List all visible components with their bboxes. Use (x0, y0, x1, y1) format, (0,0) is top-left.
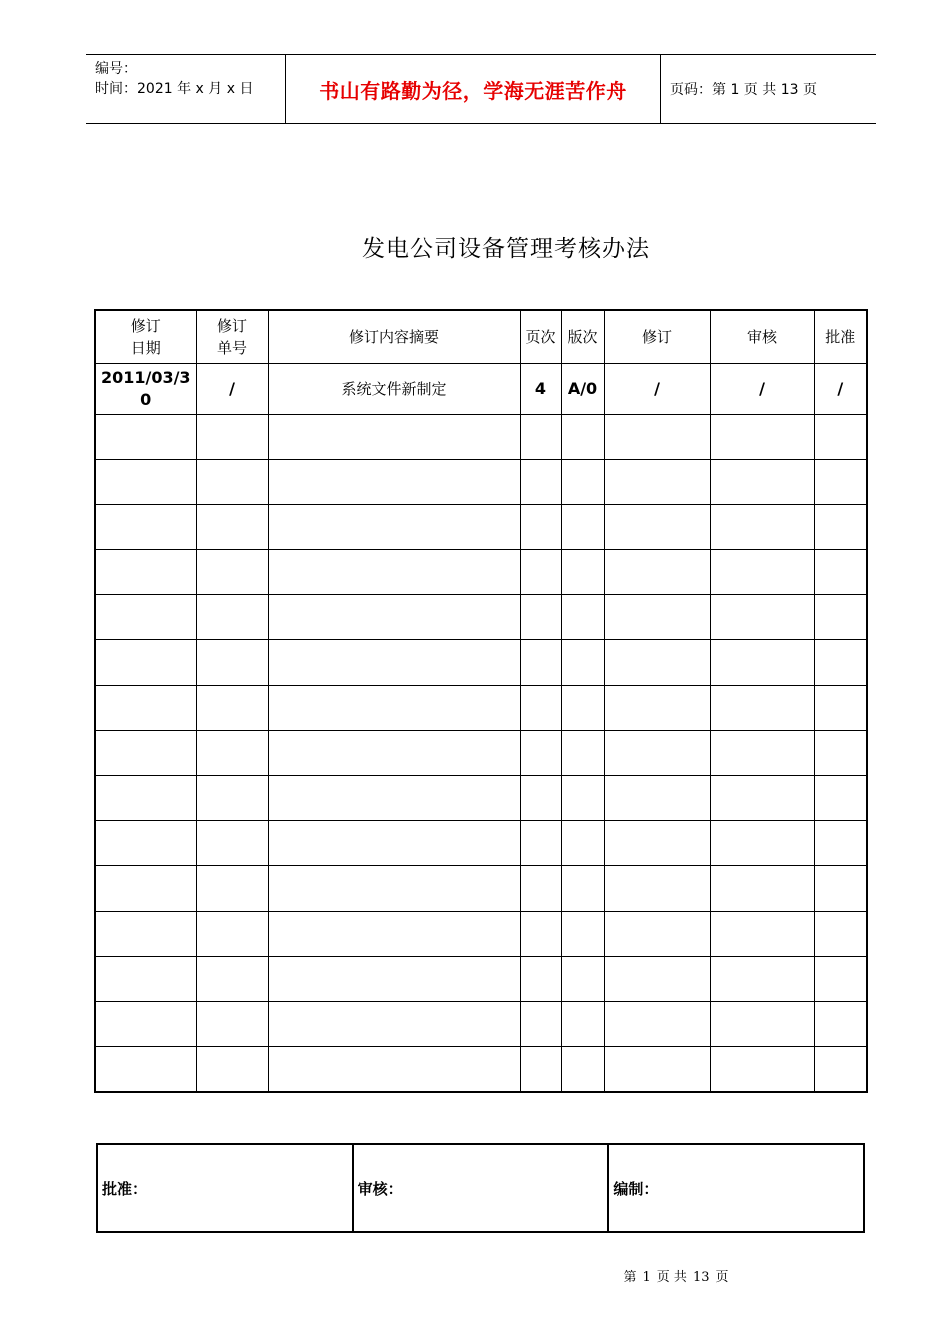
table-cell (710, 1001, 814, 1046)
table-row (95, 685, 867, 730)
page-footer: 第 1 页 共 13 页 (623, 1270, 729, 1285)
table-cell (196, 550, 268, 595)
table-cell (95, 1001, 196, 1046)
table-cell (814, 550, 867, 595)
table-cell (710, 730, 814, 775)
table-cell (268, 776, 520, 821)
table-cell (95, 685, 196, 730)
document-number-label: 编号： (95, 61, 137, 77)
table-cell (710, 866, 814, 911)
table-cell (268, 1047, 520, 1092)
table-cell (814, 1047, 867, 1092)
table-cell (710, 550, 814, 595)
table-cell (196, 821, 268, 866)
footer-page-number: 1 (642, 1270, 651, 1285)
table-cell (814, 459, 867, 504)
table-cell (814, 821, 867, 866)
table-cell (520, 459, 561, 504)
table-cell (814, 866, 867, 911)
table-cell (604, 911, 710, 956)
table-cell (710, 1047, 814, 1092)
table-cell (95, 414, 196, 459)
table-cell (814, 730, 867, 775)
table-cell (710, 685, 814, 730)
blank-rows (95, 414, 867, 1092)
table-cell (520, 414, 561, 459)
header-approved: 批准 (814, 310, 867, 363)
cell-reviewed: / (710, 363, 814, 414)
table-cell (814, 504, 867, 549)
table-cell (561, 595, 604, 640)
table-row (95, 821, 867, 866)
cell-order: / (196, 363, 268, 414)
table-cell (710, 776, 814, 821)
table-cell (520, 595, 561, 640)
table-cell (710, 595, 814, 640)
table-cell (196, 730, 268, 775)
table-cell (561, 685, 604, 730)
table-cell (95, 640, 196, 685)
table-cell (520, 730, 561, 775)
table-cell (710, 956, 814, 1001)
table-cell (95, 1047, 196, 1092)
table-cell (268, 685, 520, 730)
table-cell (196, 685, 268, 730)
header-edition: 版次 (561, 310, 604, 363)
header-page-info: 页码：第 1 页 共 13 页 (670, 82, 817, 98)
table-cell (561, 776, 604, 821)
table-cell (268, 459, 520, 504)
table-cell (561, 504, 604, 549)
revision-table-header (95, 310, 867, 363)
table-row (95, 1047, 867, 1092)
table-cell (814, 685, 867, 730)
table-cell (520, 911, 561, 956)
table-cell (604, 1047, 710, 1092)
table-cell (710, 414, 814, 459)
table-cell (268, 595, 520, 640)
table-row (95, 911, 867, 956)
table-cell (95, 776, 196, 821)
table-cell (196, 459, 268, 504)
table-cell (268, 504, 520, 549)
table-cell (196, 414, 268, 459)
table-cell (604, 866, 710, 911)
table-cell (814, 776, 867, 821)
table-cell (95, 504, 196, 549)
table-cell (710, 459, 814, 504)
table-cell (196, 504, 268, 549)
approval-table (96, 1143, 865, 1233)
table-cell (520, 866, 561, 911)
table-row (95, 414, 867, 459)
table-cell (95, 459, 196, 504)
table-cell (520, 504, 561, 549)
header-revision-order: 修订 单号 (196, 310, 268, 363)
table-row (95, 550, 867, 595)
table-cell (196, 776, 268, 821)
table-cell (520, 956, 561, 1001)
table-cell (196, 640, 268, 685)
table-cell (604, 640, 710, 685)
table-cell (710, 911, 814, 956)
table-row (95, 504, 867, 549)
table-cell (268, 550, 520, 595)
table-cell (95, 956, 196, 1001)
table-cell (196, 1001, 268, 1046)
table-row (95, 595, 867, 640)
compile-field: 编制： (608, 1144, 864, 1232)
table-row (95, 730, 867, 775)
table-cell (520, 776, 561, 821)
cell-revised: / (604, 363, 710, 414)
cell-date: 2011/03/3 0 (95, 363, 196, 414)
table-cell (520, 1001, 561, 1046)
table-cell (561, 911, 604, 956)
table-cell (604, 956, 710, 1001)
table-cell (561, 1047, 604, 1092)
table-cell (561, 1001, 604, 1046)
table-cell (95, 595, 196, 640)
table-cell (196, 911, 268, 956)
table-cell (268, 956, 520, 1001)
table-cell (95, 911, 196, 956)
table-cell (561, 821, 604, 866)
table-cell (710, 821, 814, 866)
table-cell (95, 821, 196, 866)
header-info (86, 55, 286, 123)
table-cell (710, 640, 814, 685)
revision-table (94, 309, 868, 1093)
table-cell (814, 414, 867, 459)
table-cell (561, 550, 604, 595)
table-cell (814, 640, 867, 685)
header-pages: 页次 (520, 310, 561, 363)
table-cell (604, 550, 710, 595)
table-cell (604, 821, 710, 866)
table-cell (268, 911, 520, 956)
table-cell (268, 821, 520, 866)
table-cell (604, 776, 710, 821)
table-cell (268, 730, 520, 775)
table-cell (95, 730, 196, 775)
table-row (95, 956, 867, 1001)
table-row (95, 866, 867, 911)
table-cell (710, 504, 814, 549)
table-cell (561, 866, 604, 911)
approval-row (97, 1144, 864, 1232)
document-title: 发电公司设备管理考核办法 (362, 236, 650, 262)
table-cell (520, 685, 561, 730)
review-field: 审核： (353, 1144, 609, 1232)
table-row (95, 363, 867, 414)
table-cell (604, 504, 710, 549)
page-header (86, 54, 876, 124)
cell-pages: 4 (520, 363, 561, 414)
header-revised: 修订 (604, 310, 710, 363)
cell-edition: A/0 (561, 363, 604, 414)
table-cell (604, 414, 710, 459)
table-cell (95, 550, 196, 595)
header-reviewed: 审核 (710, 310, 814, 363)
table-row (95, 640, 867, 685)
table-cell (196, 595, 268, 640)
table-cell (604, 685, 710, 730)
table-cell (520, 550, 561, 595)
approve-field: 批准： (97, 1144, 353, 1232)
table-cell (814, 956, 867, 1001)
table-cell (561, 414, 604, 459)
table-cell (561, 459, 604, 504)
table-cell (268, 1001, 520, 1046)
table-cell (604, 459, 710, 504)
table-cell (604, 1001, 710, 1046)
table-cell (196, 866, 268, 911)
table-row (95, 776, 867, 821)
table-cell (268, 640, 520, 685)
table-cell (561, 956, 604, 1001)
table-cell (268, 866, 520, 911)
table-cell (604, 730, 710, 775)
cell-approved: / (814, 363, 867, 414)
table-cell (196, 1047, 268, 1092)
table-cell (520, 821, 561, 866)
table-cell (520, 1047, 561, 1092)
table-cell (520, 640, 561, 685)
table-cell (95, 866, 196, 911)
header-revision-date: 修订 日期 (95, 310, 196, 363)
header-motto: 书山有路勤为径，学海无涯苦作舟 (286, 55, 661, 123)
footer-total-pages: 13 (692, 1270, 710, 1285)
table-cell (561, 730, 604, 775)
table-cell (196, 956, 268, 1001)
header-summary: 修订内容摘要 (268, 310, 520, 363)
table-cell (814, 1001, 867, 1046)
table-cell (268, 414, 520, 459)
table-cell (561, 640, 604, 685)
cell-summary: 系统文件新制定 (268, 363, 520, 414)
table-cell (604, 595, 710, 640)
document-date-label: 时间：2021 年 x 月 x 日 (95, 81, 254, 97)
table-row (95, 1001, 867, 1046)
table-cell (814, 595, 867, 640)
table-cell (814, 911, 867, 956)
table-row (95, 459, 867, 504)
